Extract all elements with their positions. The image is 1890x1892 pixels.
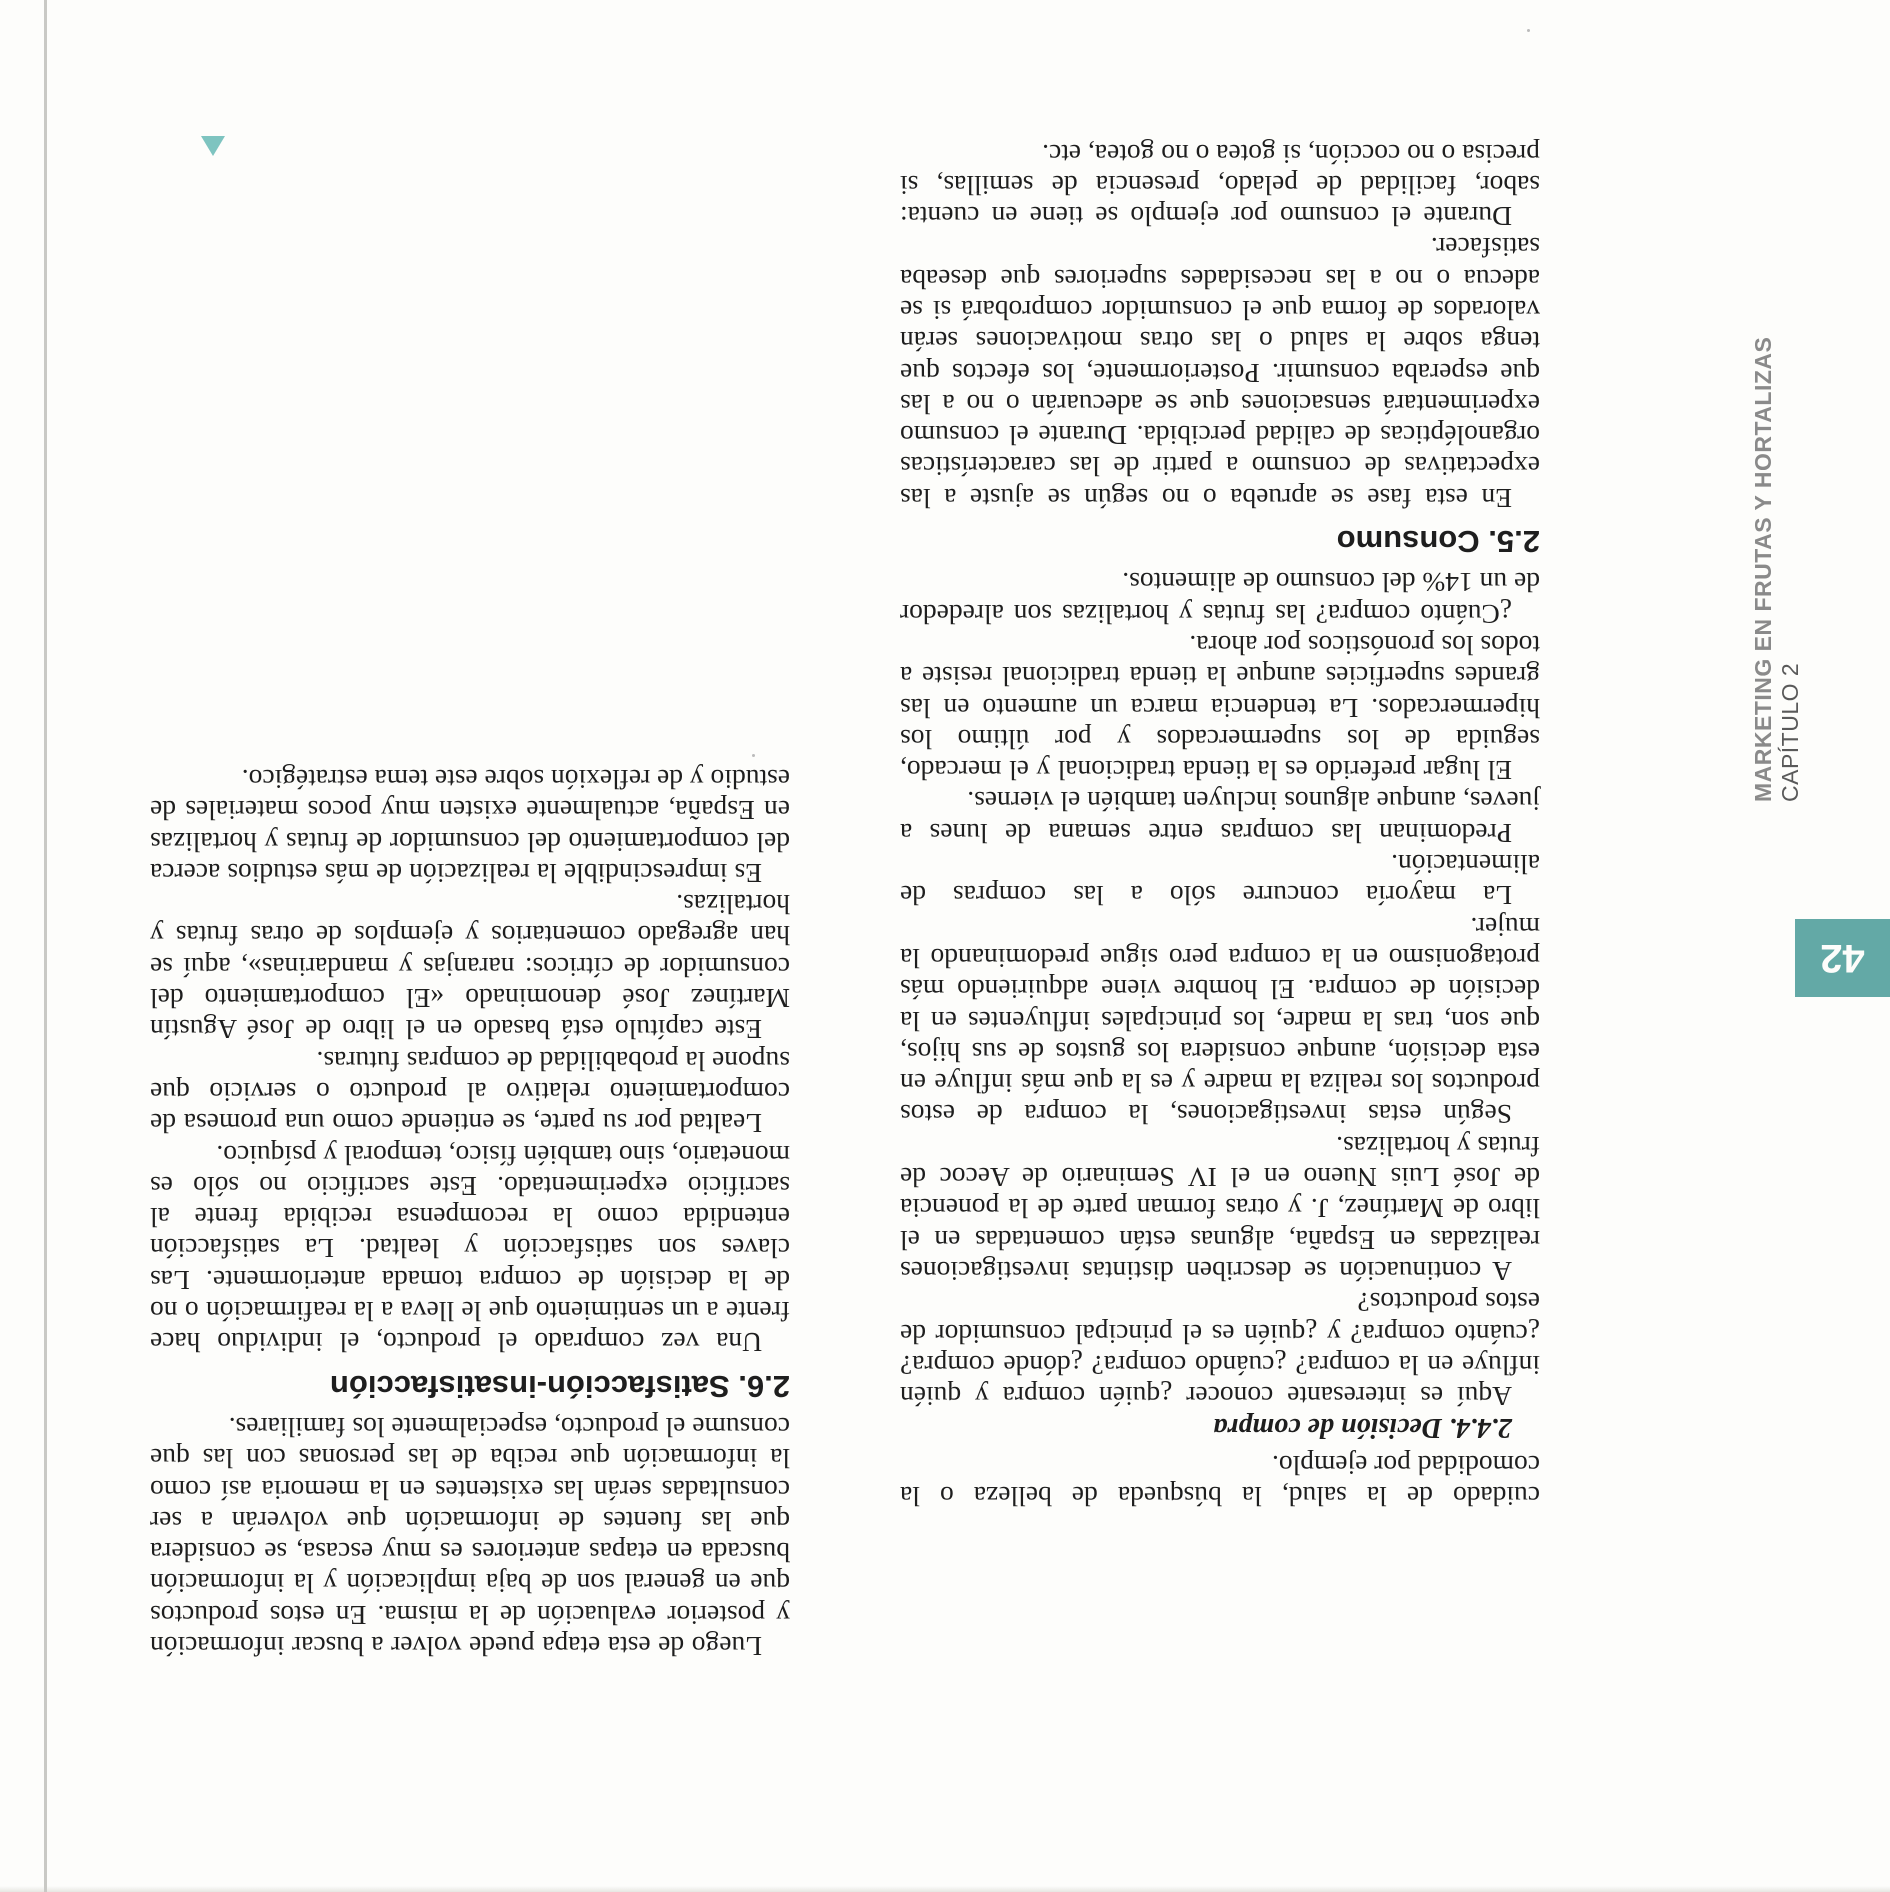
paragraph: Este capítulo está basado en el libro de José Agustín Martínez José denominado «El comportamiento del consumidor de cítricos: naranjas y mandarinas», aquí se han agregado comentarios y ejemplos de otras frutas y hortalizas. (150, 889, 790, 1046)
binding-gutter-line (44, 0, 47, 1892)
section-heading-satisfaccion: 2.6. Satisfacción-insatisfacción (329, 1368, 790, 1404)
paragraph: Durante el consumo por ejemplo se tiene en cuenta: sabor, facilidad de pelado, presencia de semillas, si precisa o no cocción, si gotea o no gotea, etc. (900, 138, 1540, 233)
paragraph: Según estas investigaciones, la compra de estos productos los realiza la madre y es la que más influye en esta decisión, aunque considera los gustos de sus hijos, que son, tras la madre, los principales influyentes en la decisión de compra. El hombre viene adquiriendo más protagonismo en la compra pero sigue predominando la mujer. (900, 911, 1540, 1131)
paragraph: En esta fase se aprueba o no según se ajuste a las expectativas de consumo a partir de las características organolépticas de calidad percibida. Durante el consumo experimentará sensaciones que se adecuarán o no a las que esperaba consumir. Posteriormente, los efectos que tenga sobre la salud o las otras motivaciones serán valorados de forma que el consumidor comprobará si se adecua o no a las necesidades superiores que deseaba satisfacer. (900, 232, 1540, 514)
paragraph: Luego de esta etapa puede volver a buscar información y posterior evaluación de la misma. En estos productos que en general son de baja implicación y la información buscada en etapas anteriores es muy escasa, se considera que las fuentes de información que volverán a ser consultadas serán las existentes en la memoria así como la información que reciba de las personas con las que consume el producto, especialmente los familiares. (150, 1411, 790, 1662)
scan-speck (752, 754, 755, 757)
page-number-badge: 42 (1795, 919, 1890, 997)
paragraph: Es imprescindible la realización de más estudios acerca del comportamiento del consumidor de frutas y hortalizas en España, actualmente existen muy pocos materiales de estudio y de reflexión sobre este tema estratégico. (150, 763, 790, 889)
paragraph: ¿Cuánto compra? las frutas y hortalizas son alrededor de un 14% del consumo de alimentos. (900, 567, 1540, 630)
paragraph: La mayoría concurre sólo a las compras de alimentación. (900, 849, 1540, 912)
book-title: MARKETING EN FRUTAS Y HORTALIZAS (1750, 336, 1776, 802)
end-of-chapter-triangle-icon (201, 136, 225, 156)
scan-speck (1527, 29, 1530, 32)
section-heading-decision-de-compra: 2.4.4. Decisión de compra (1213, 1412, 1512, 1444)
page-edge-shadow (0, 1886, 1890, 1892)
paragraph: Predominan las compras entre semana de lunes a jueves, aunque algunos incluyen también el viernes. (900, 786, 1540, 849)
paragraph: Aquí es interesante conocer ¿quién compra y quién influye en la compra? ¿cuándo compra? ¿dónde compra? ¿cuánto compra? y ¿quién es el principal consumidor de estos productos? (900, 1287, 1540, 1413)
right-text-column (150, 764, 790, 1662)
section-heading-consumo: 2.5. Consumo (1336, 524, 1540, 560)
paragraph: Una vez comprado el producto, el individuo hace frente a un sentimiento que le lleva a la reafirmación o no de la decisión de compra tomada anteriormente. Las claves son satisfacción y lealtad. La satisfacción entendida como la recompensa recibida frente al sacrificio experimentado. Este sacrificio no sólo es monetario, sino también físico, temporal y psíquico. (150, 1139, 790, 1359)
chapter-label: CAPÍTULO 2 (1777, 662, 1803, 802)
paragraph: cuidado de la salud, la búsqueda de belleza o la comodidad por ejemplo. (900, 1449, 1540, 1512)
paragraph: A continuación se describen distintas investigaciones realizadas en España, algunas están comentadas en el libro de Martínez, J. y otras forman parte de la ponencia de José Luis Nueno en el IV Seminario de Aecoc de frutas y hortalizas. (900, 1130, 1540, 1287)
paragraph: El lugar preferido es la tienda tradicional y el mercado, seguida de los supermercados y por último los hipermercados. La tendencia marca un aumento en las grandes superficies aunque la tienda tradicional resiste a todos los pronósticos por ahora. (900, 629, 1540, 787)
running-head (1750, 337, 1804, 802)
paragraph: Lealtad por su parte, se entiende como una promesa de comportamiento relativo al producto o servicio que supone la probabilidad de compras futuras. (150, 1045, 790, 1140)
left-text-column (900, 138, 1540, 1512)
